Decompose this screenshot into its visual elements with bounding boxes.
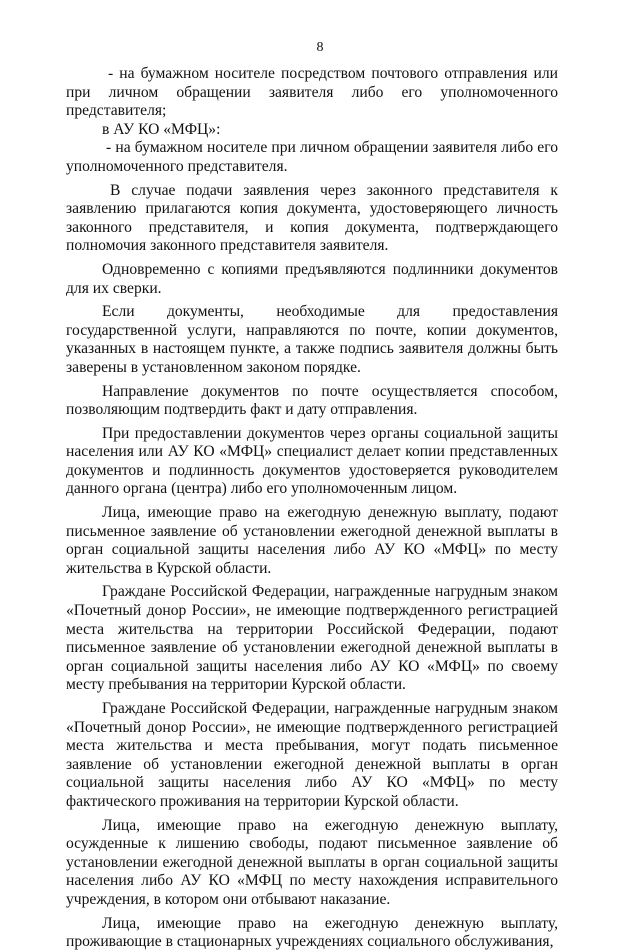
paragraph-stationary-institutions: Лица, имеющие право на ежегодную денежную выплату, проживающие в стационарных учреждениях социального обслуживания, <box>66 914 558 951</box>
paragraph-copies-certification: При предоставлении документов через органы социальной защиты населения или АУ КО «МФЦ» специалист делает копии представленных документов и подлинность документов удостоверяется руководителем данного органа (центра) либо его уполномоченным лицом. <box>66 424 558 498</box>
paragraph-postal-submission: - на бумажном носителе посредством почтового отправления или при личном обращении заявителя либо его уполномоченного представителя; <box>66 65 558 120</box>
paragraph-convicted-persons: Лица, имеющие право на ежегодную денежную выплату, осужденные к лишению свободы, подают письменное заявление об установлении ежегодной денежной выплаты в орган социальной защиты населения либо АУ КО «МФЦ по месту нахождения исправительного учреждения, в котором они отбывают наказание. <box>66 816 558 908</box>
paragraph-postal-copies: Если документы, необходимые для предоставления государственной услуги, направляются по почте, копии документов, указанных в настоящем пункте, а также подпись заявителя должны быть заверены в установленном законом порядке. <box>66 303 558 376</box>
paragraph-mfc-heading: в АУ КО «МФЦ»: <box>102 120 221 138</box>
paragraph-originals: Одновременно с копиями предъявляются подлинники документов для их сверки. <box>66 260 558 297</box>
paragraph-postal-method: Направление документов по почте осуществляется способом, позволяющим подтвердить факт и дату отправления. <box>66 382 558 419</box>
paragraph-legal-representative: В случае подачи заявления через законного представителя к заявлению прилагаются копия документа, удостоверяющего личность законного представителя, и копия документа, подтверждающего полномочия законного представителя заявителя. <box>66 181 558 255</box>
paragraph-donor-stay: Граждане Российской Федерации, награжденные нагрудным знаком «Почетный донор России», не имеющие подтвержденного регистрацией места жительства на территории Российской Федерации, подают письменное заявление об установлении ежегодной денежной выплаты в орган социальной защиты населения либо АУ КО «МФЦ» по своему месту пребывания на территории Курской области. <box>66 583 558 694</box>
paragraph-mfc-paper: - на бумажном носителе при личном обращении заявителя либо его уполномоченного представителя. <box>66 139 558 175</box>
paragraph-residence-application: Лица, имеющие право на ежегодную денежную выплату, подают письменное заявление об установлении ежегодной денежной выплаты в орган социальной защиты населения либо АУ КО «МФЦ» по месту жительства в Курской области. <box>66 504 558 577</box>
document-body <box>66 65 558 952</box>
paragraph-donor-actual-residence: Граждане Российской Федерации, награжденные нагрудным знаком «Почетный донор России», не имеющие подтвержденного регистрацией места жительства и места пребывания, могут подать письменное заявление об установлении ежегодной денежной выплаты в орган социальной защиты населения либо АУ КО «МФЦ» по месту фактического проживания на территории Курской области. <box>66 700 558 810</box>
page-number: 8 <box>316 40 324 55</box>
